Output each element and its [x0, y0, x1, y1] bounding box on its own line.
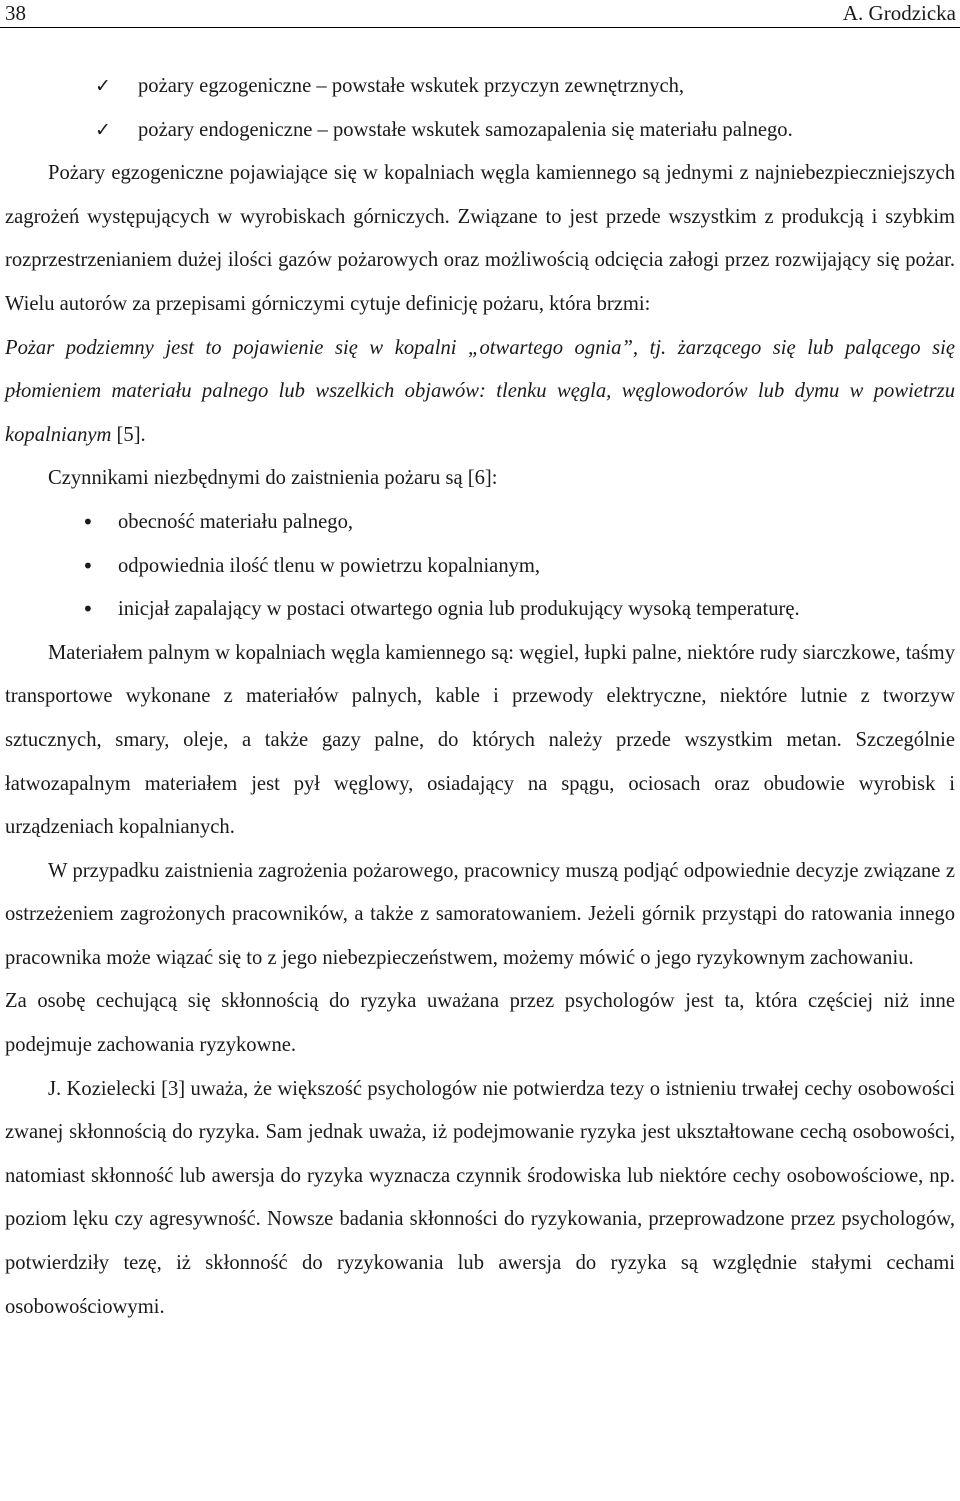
page-header: [0, 0, 960, 28]
list-item: [5, 588, 955, 632]
list-item-text: pożary egzogeniczne – powstałe wskutek przyczyn zewnętrznych,: [138, 75, 685, 97]
bullet-dot-icon: •: [82, 509, 94, 534]
list-item: [5, 501, 955, 545]
definition-reference: [5].: [111, 423, 146, 446]
list-item-text: odpowiednia ilość tlenu w powietrzu kopalnianym,: [118, 554, 541, 577]
paragraph: Materiałem palnym w kopalniach węgla kamiennego są: węgiel, łupki palne, niektóre rudy siarczkowe, taśmy transportowe wykonane z materiałów palnych, kable i przewody elektryczne, niektóre lutnie z tworzyw sztucznych, smary, oleje, a także gazy palne, do których należy przede wszystkim metan. Szczególnie łatwozapalnym materiałem jest pył węglowy, osiadający na spągu, ociosach oraz obudowie wyrobisk i urządzeniach kopalnianych.: [5, 641, 955, 839]
page-body: [5, 65, 955, 1329]
list-item: [5, 109, 955, 153]
running-author: A. Grodzicka: [842, 1, 956, 25]
paragraph: Za osobę cechującą się skłonnością do ryzyka uważana przez psychologów jest ta, która częściej niż inne podejmuje zachowania ryzykowne.: [5, 990, 955, 1057]
list-item-text: inicjał zapalający w postaci otwartego ognia lub produkujący wysoką temperaturę.: [118, 598, 800, 621]
paragraph: W przypadku zaistnienia zagrożenia pożarowego, pracownicy muszą podjąć odpowiednie decyzje związane z ostrzeżeniem zagrożonych pracowników, a także z samoratowaniem. Jeżeli górnik przystąpi do ratowania innego pracownika może wiązać się to z jego niebezpieczeństwem, możemy mówić o jego ryzykownym zachowaniu.: [5, 859, 955, 969]
definition-text: Pożar podziemny jest to pojawienie się w kopalni „otwartego ognia”, tj. żarzącego się lub palącego się płomieniem materiału palnego lub wszelkich objawów: tlenku węgla, węglowodorów lub dymu w powietrzu kopalnianym: [5, 336, 955, 446]
paragraph: Pożary egzogeniczne pojawiające się w kopalniach węgla kamiennego są jednymi z najniebezpieczniejszych zagrożeń występujących w wyrobiskach górniczych. Związane to jest przede wszystkim z produkcją i szybkim rozprzestrzenianiem dużej ilości gazów pożarowych oraz możliwością odcięcia załogi przez rozwijający się pożar. Wielu autorów za przepisami górniczymi cytuje definicję pożaru, która brzmi:: [5, 162, 955, 315]
bullet-dot-icon: •: [82, 553, 94, 578]
checkmark-icon: ✓: [95, 75, 111, 97]
bullet-list: [5, 501, 955, 632]
page-number: 38: [5, 1, 26, 25]
definition-paragraph: [5, 327, 955, 458]
paragraph: J. Kozielecki [3] uważa, że większość psychologów nie potwierdza tezy o istnieniu trwałej cechy osobowości zwanej skłonnością do ryzyka. Sam jednak uważa, iż podejmowanie ryzyka jest ukształtowane cechą osobowości, natomiast skłonność lub awersja do ryzyka wyznacza czynnik środowiska lub niektóre cechy osobowościowe, np. poziom lęku czy agresywność. Nowsze badania skłonności do ryzykowania, przeprowadzone przez psychologów, potwierdziły tezę, iż skłonność do ryzykowania lub awersja do ryzyka są względnie stałymi cechami osobowościowymi.: [5, 1077, 955, 1318]
checkmark-icon: ✓: [95, 118, 111, 141]
check-list: [5, 65, 955, 152]
paragraph: Czynnikami niezbędnymi do zaistnienia pożaru są [6]:: [48, 467, 498, 490]
list-item-text: obecność materiału palnego,: [118, 510, 354, 533]
list-item-text: pożary endogeniczne – powstałe wskutek samozapalenia się materiału palnego.: [138, 118, 793, 141]
list-item: [5, 65, 955, 109]
bullet-dot-icon: •: [82, 597, 94, 622]
list-item: [5, 545, 955, 589]
